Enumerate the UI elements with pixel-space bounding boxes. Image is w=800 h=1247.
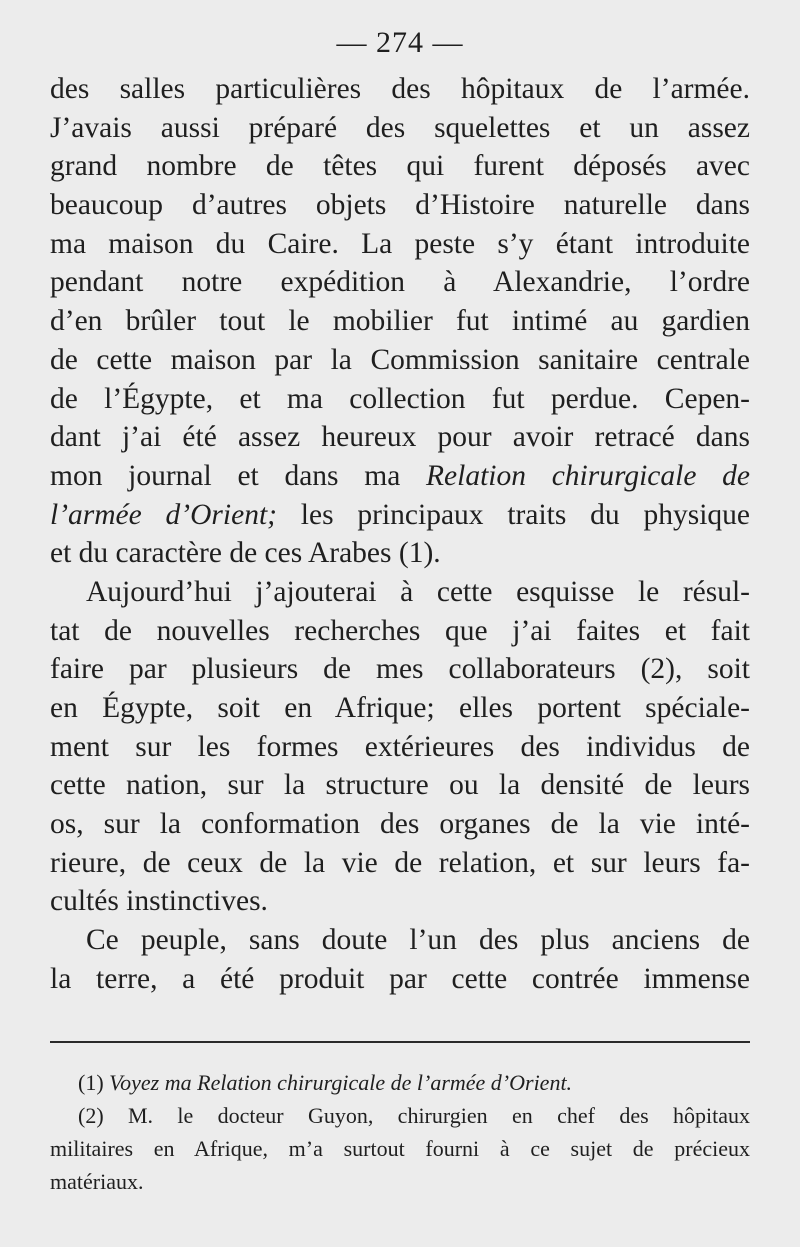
text-line: cette nation, sur la structure ou la densité de leurs	[50, 769, 750, 802]
text-line: de cette maison par la Commission sanitaire centrale	[50, 343, 750, 376]
text-segment: mon journal et dans ma	[50, 459, 427, 492]
footnote-2-line: militaires en Afrique, m’a surtout fourni à ce sujet de précieux	[50, 1136, 750, 1161]
text-line: Aujourd’hui j’ajouterai à cette esquisse le résul-	[86, 575, 750, 608]
text-line: d’en brûler tout le mobilier fut intimé au gardien	[50, 305, 750, 338]
text-line: en Égypte, soit en Afrique; elles portent spéciale-	[50, 692, 750, 724]
footnote-2-line: (2) M. le docteur Guyon, chirurgien en chef des hôpitaux	[78, 1103, 750, 1128]
paragraph-1	[50, 70, 750, 573]
text-line: dant j’ai été assez heureux pour avoir retracé dans	[50, 421, 750, 454]
text-line: ment sur les formes extérieures des individus de	[50, 730, 750, 763]
text-line	[50, 457, 750, 496]
paragraph-2	[50, 573, 750, 921]
text-line: grand nombre de têtes qui furent déposés avec	[50, 150, 750, 183]
text-line: tat de nouvelles recherches que j’ai faites et fait	[50, 614, 750, 647]
footnote-divider	[50, 1041, 750, 1043]
text-line: rieure, de ceux de la vie de relation, et sur leurs fa-	[50, 846, 750, 879]
text-line: ma maison du Caire. La peste s’y étant introduite	[50, 227, 750, 260]
text-line: faire par plusieurs de mes collaborateurs (2), soit	[50, 653, 750, 686]
page-number: — 274 —	[336, 26, 464, 59]
text-line: de l’Égypte, et ma collection fut perdue. Cepen-	[50, 382, 750, 415]
footnote-2-line: matériaux.	[50, 1169, 144, 1194]
footnote-marker: (1)	[78, 1070, 110, 1095]
text-line: cultés instinctives.	[50, 885, 268, 918]
text-line: beaucoup d’autres objets d’Histoire naturelle dans	[50, 189, 750, 222]
text-line: Ce peuple, sans doute l’un des plus anciens de	[86, 924, 750, 957]
text-line: la terre, a été produit par cette contrée immense	[50, 962, 750, 995]
text-segment: les principaux traits du physique	[276, 498, 750, 531]
footnote-1	[50, 1066, 750, 1099]
text-line	[50, 496, 750, 535]
italic-book-title: Relation chirurgicale de	[426, 459, 750, 492]
text-line: pendant notre expédition à Alexandrie, l’ordre	[50, 266, 750, 299]
italic-book-title: l’armée d’Orient;	[50, 498, 277, 531]
text-line: J’avais aussi préparé des squelettes et un assez	[50, 111, 750, 144]
text-line: os, sur la conformation des organes de la vie inté-	[50, 808, 750, 841]
text-line: des salles particulières des hôpitaux de l’armée.	[50, 73, 750, 105]
footnote-text: Voyez ma Relation chirurgicale de l’armée d’Orient.	[109, 1070, 573, 1095]
footnotes	[50, 1066, 750, 1198]
text-line: et du caractère de ces Arabes (1).	[50, 537, 441, 570]
paragraph-3	[50, 921, 750, 998]
main-text	[50, 70, 750, 999]
